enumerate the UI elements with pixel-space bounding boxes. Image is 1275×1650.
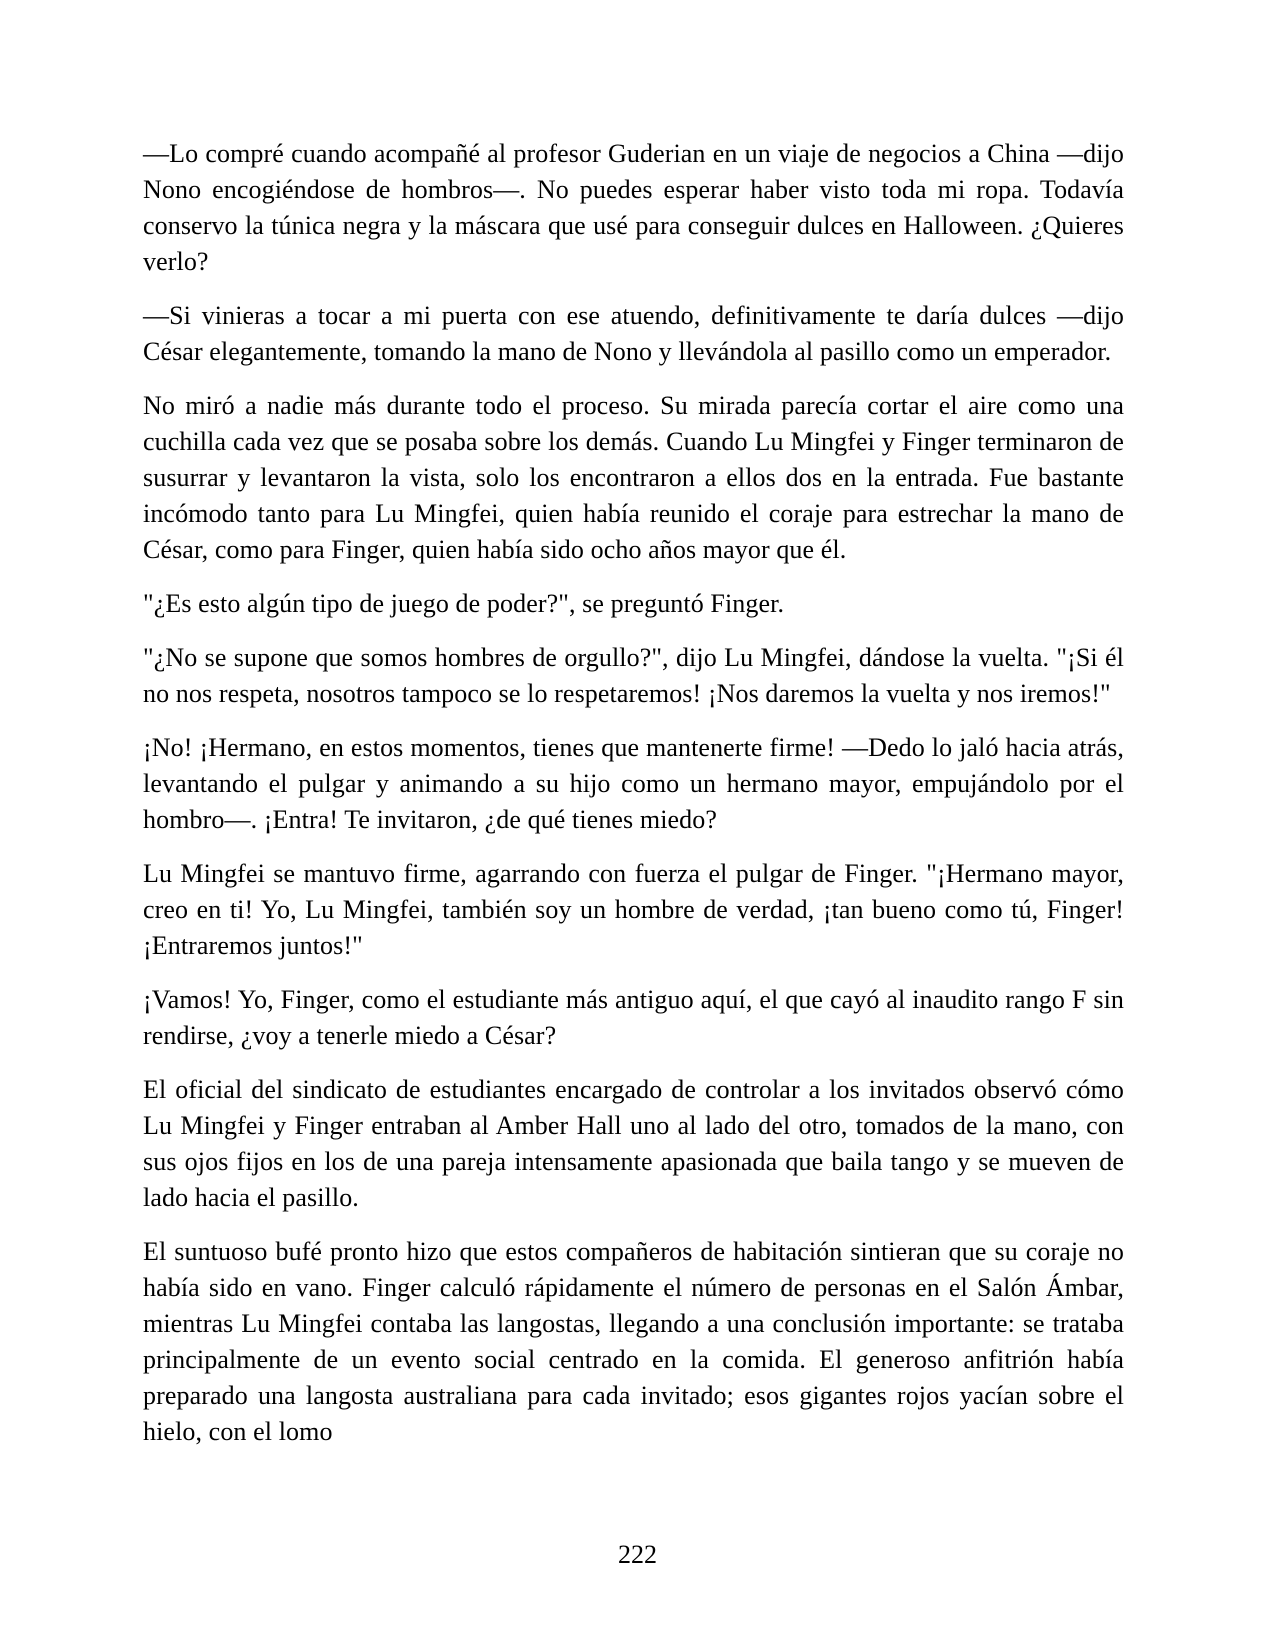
text-body	[143, 136, 1124, 1468]
paragraph: Lu Mingfei se mantuvo firme, agarrando con fuerza el pulgar de Finger. "¡Hermano mayor, creo en ti! Yo, Lu Mingfei, también soy un hombre de verdad, ¡tan bueno como tú, Finger! ¡Entraremos juntos!"	[143, 859, 1124, 960]
paragraph: El oficial del sindicato de estudiantes encargado de controlar a los invitados observó cómo Lu Mingfei y Finger entraban al Amber Hall uno al lado del otro, tomados de la mano, con sus ojos fijos en los de una pareja intensamente apasionada que baila tango y se mueven de lado hacia el pasillo.	[143, 1075, 1124, 1212]
paragraph: ¡Vamos! Yo, Finger, como el estudiante más antiguo aquí, el que cayó al inaudito rango F sin rendirse, ¿voy a tenerle miedo a César?	[143, 985, 1124, 1050]
paragraph: ¡No! ¡Hermano, en estos momentos, tienes que mantenerte firme! —Dedo lo jaló hacia atrás, levantando el pulgar y animando a su hijo como un hermano mayor, empujándolo por el hombro—. ¡Entra! Te invitaron, ¿de qué tienes miedo?	[143, 733, 1124, 834]
paragraph: El suntuoso bufé pronto hizo que estos compañeros de habitación sintieran que su coraje no había sido en vano. Finger calculó rápidamente el número de personas en el Salón Ámbar, mientras Lu Mingfei contaba las langostas, llegando a una conclusión importante: se trataba principalmente de un evento social centrado en la comida. El generoso anfitrión había preparado una langosta australiana para cada invitado; esos gigantes rojos yacían sobre el hielo, con el lomo	[143, 1237, 1124, 1446]
paragraph: No miró a nadie más durante todo el proceso. Su mirada parecía cortar el aire como una cuchilla cada vez que se posaba sobre los demás. Cuando Lu Mingfei y Finger terminaron de susurrar y levantaron la vista, solo los encontraron a ellos dos en la entrada. Fue bastante incómodo tanto para Lu Mingfei, quien había reunido el coraje para estrechar la mano de César, como para Finger, quien había sido ocho años mayor que él.	[143, 391, 1124, 564]
paragraph: "¿No se supone que somos hombres de orgullo?", dijo Lu Mingfei, dándose la vuelta. "¡Si él no nos respeta, nosotros tampoco se lo respetaremos! ¡Nos daremos la vuelta y nos iremos!"	[143, 643, 1124, 708]
paragraph: —Si vinieras a tocar a mi puerta con ese atuendo, definitivamente te daría dulces —dijo César elegantemente, tomando la mano de Nono y llevándola al pasillo como un emperador.	[143, 301, 1124, 366]
paragraph: —Lo compré cuando acompañé al profesor Guderian en un viaje de negocios a China —dijo Nono encogiéndose de hombros—. No puedes esperar haber visto toda mi ropa. Todavía conservo la túnica negra y la máscara que usé para conseguir dulces en Halloween. ¿Quieres verlo?	[143, 139, 1124, 276]
page-number: 222	[618, 1540, 657, 1569]
paragraph: "¿Es esto algún tipo de juego de poder?", se preguntó Finger.	[143, 589, 785, 618]
